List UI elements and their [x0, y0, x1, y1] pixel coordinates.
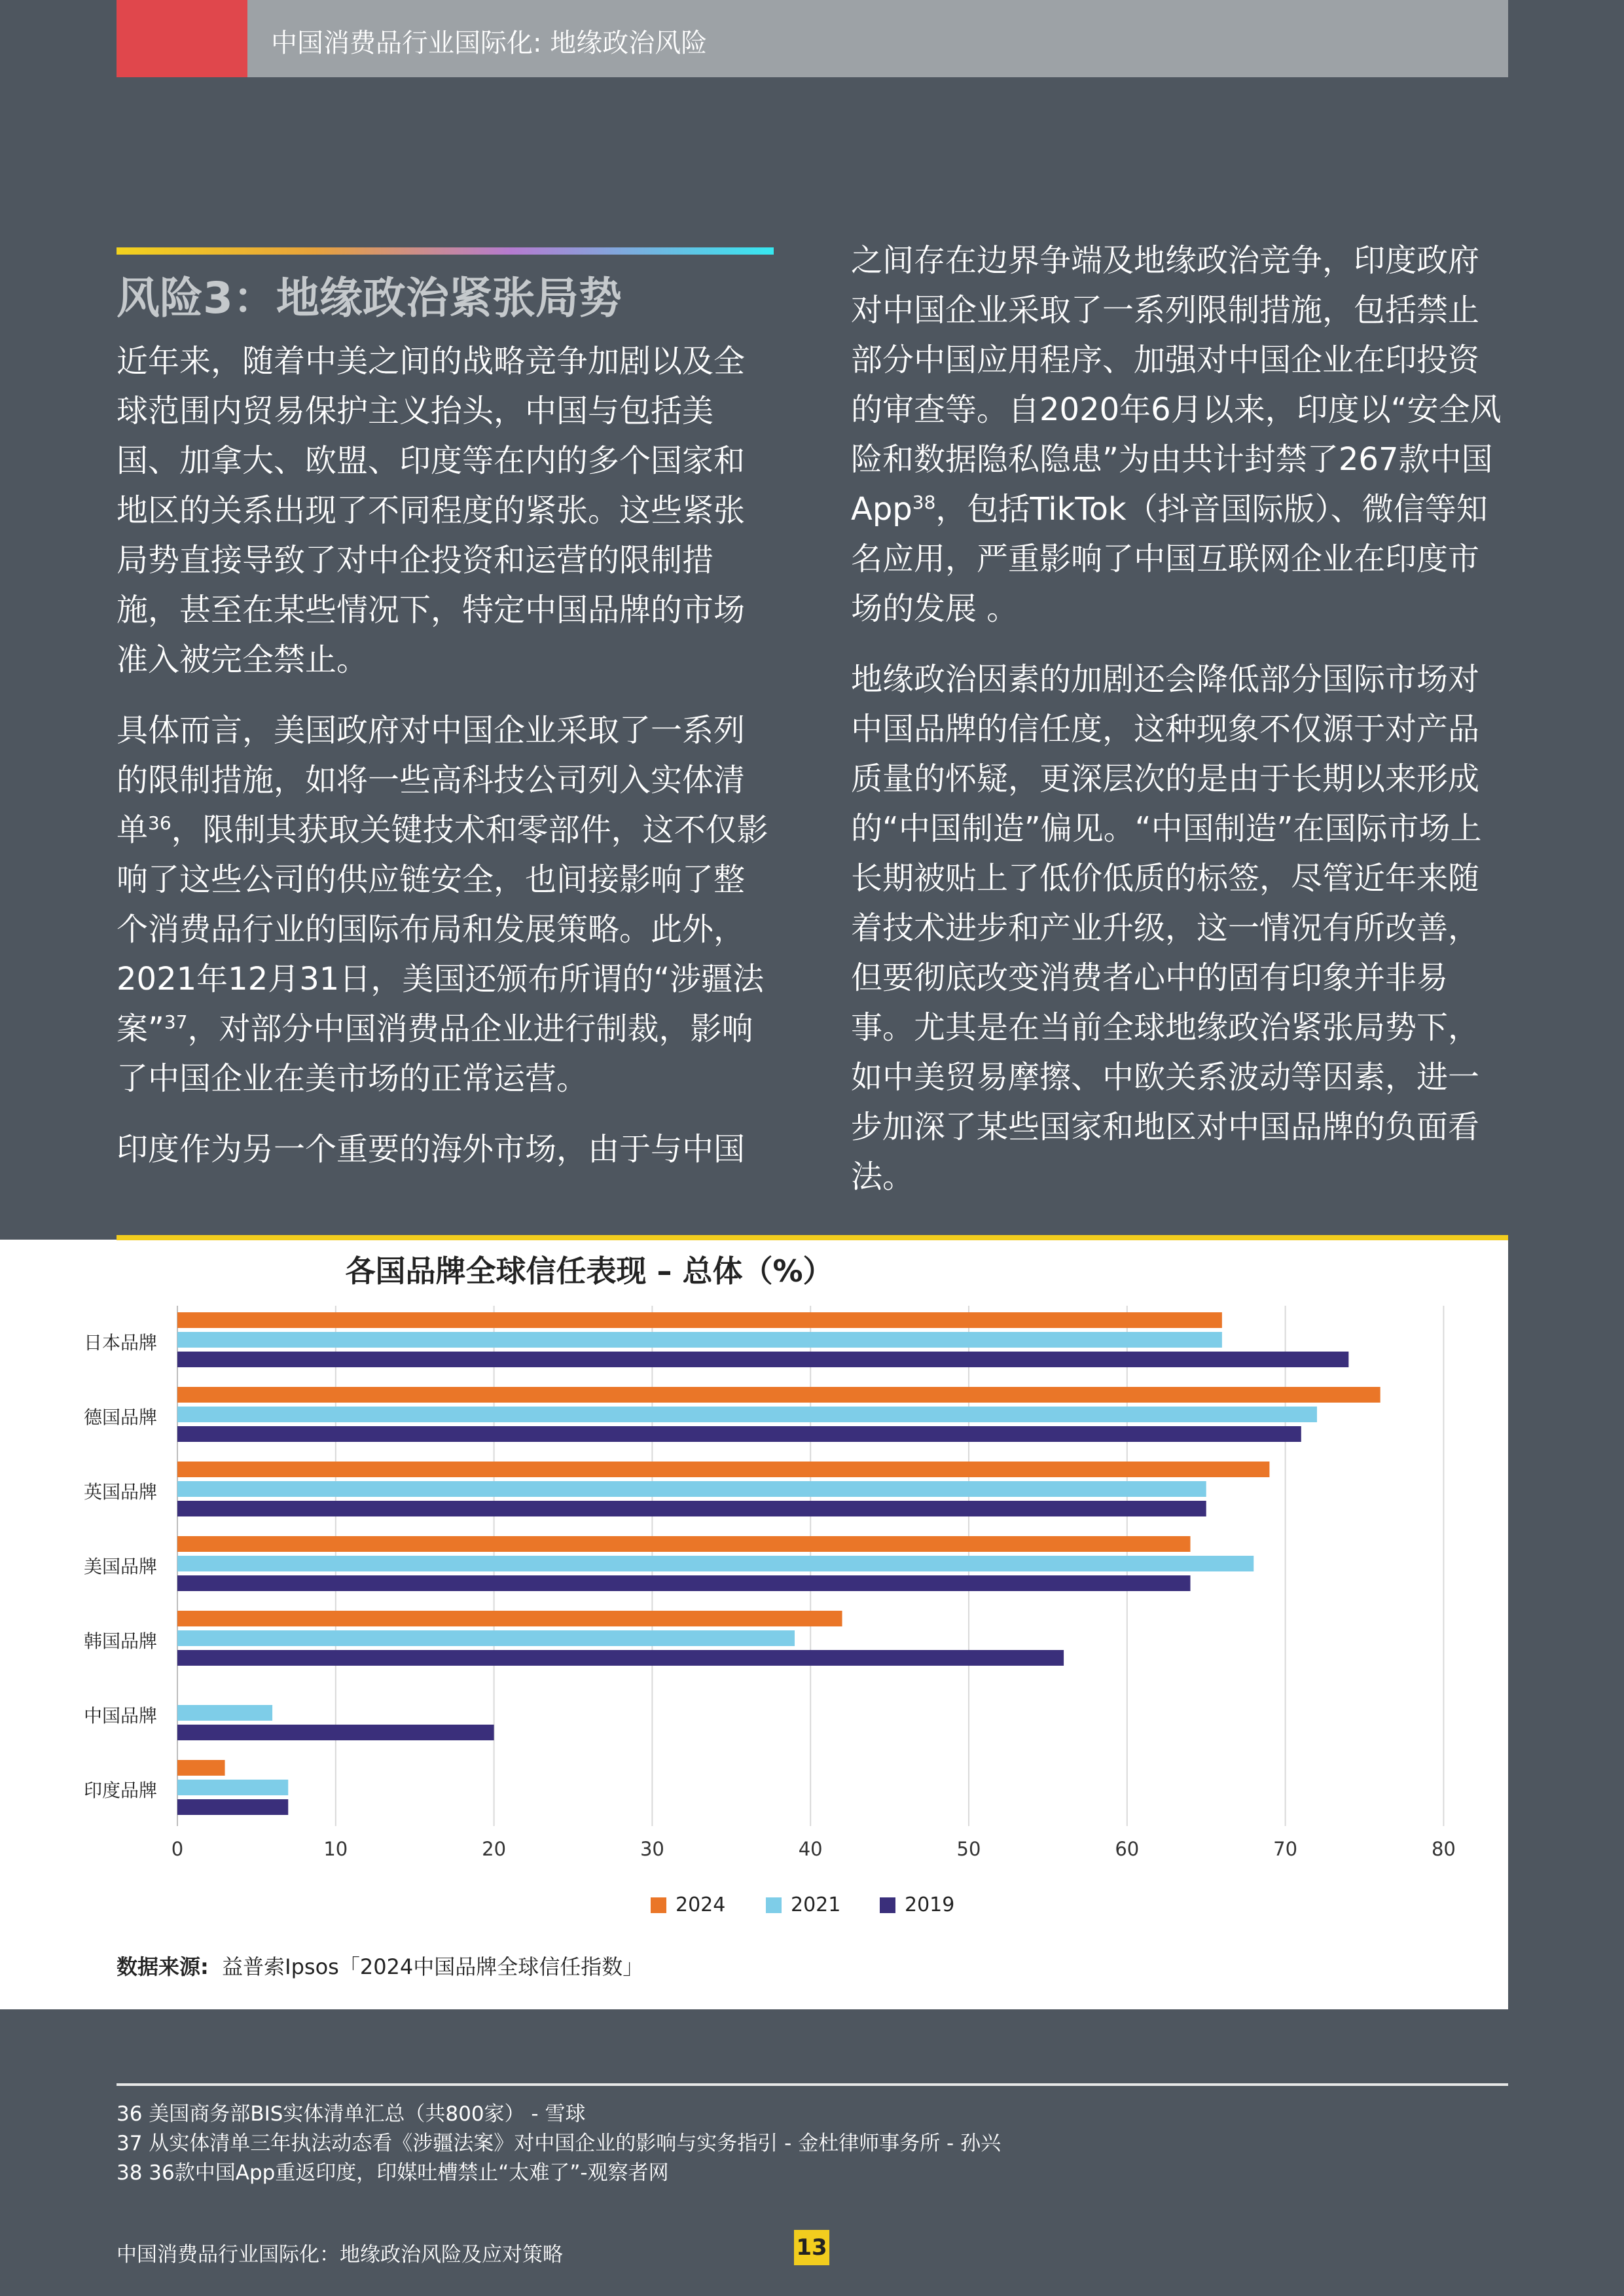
left-paragraph-1: 近年来，随着中美之间的战略竞争加剧以及全球范围内贸易保护主义抬头，中国与包括美国、加拿大、欧盟、印度等在内的多个国家和地区的关系出现了不同程度的紧张。这些紧张局势直接导致了对中企投资和运营的限制措施，甚至在某些情况下，特定中国品牌的市场准入被完全禁止。 [117, 343, 746, 678]
left-paragraph-2-c: ，对部分中国消费品企业进行制裁，影响了中国企业在美市场的正常运营。 [117, 1011, 753, 1097]
right-paragraph-1-a: 之间存在边界争端及地缘政治竞争，印度政府对中国企业采取了一系列限制措施，包括禁止部分中国应用程序、加强对中国企业在印投资的审查等。自2020年6月以来，印度以“安全风险和数据隐私隐患”为由共计封禁了267款中国App [851, 242, 1502, 528]
section-accent-line [117, 247, 774, 255]
category-label-4: 韩国品牌 [83, 1630, 157, 1652]
x-tick-10: 10 [323, 1838, 348, 1860]
header-title: 中国消费品行业国际化: 地缘政治风险 [271, 28, 708, 58]
x-tick-70: 70 [1273, 1838, 1298, 1860]
source-label: 数据来源: [117, 1954, 209, 1979]
legend-item-2019 [880, 1893, 954, 1916]
legend-swatch-2024 [651, 1897, 666, 1913]
chart-source [117, 1950, 643, 1981]
chart-panel [0, 1240, 1508, 2009]
legend-swatch-2019 [880, 1897, 895, 1913]
footnote-divider [117, 2083, 1508, 2086]
footnote-ref-38: 38 [912, 492, 936, 513]
legend-item-2021 [766, 1893, 840, 1916]
footnote-36: 36 美国商务部BIS实体清单汇总（共800家） - 雪球 [117, 2102, 586, 2126]
x-tick-0: 0 [171, 1838, 184, 1860]
legend-label-2019: 2019 [905, 1893, 955, 1916]
footnote-ref-36: 36 [148, 812, 171, 834]
legend-label-2024: 2024 [676, 1893, 726, 1916]
source-text: 益普索Ipsos「2024中国品牌全球信任指数」 [222, 1954, 644, 1979]
right-paragraph-2: 地缘政治因素的加剧还会降低部分国际市场对中国品牌的信任度，这种现象不仅源于对产品质量的怀疑，更深层次的是由于长期以来形成的“中国制造”偏见。“中国制造”在国际市场上长期被贴上了低价低质的标签，尽管近年来随着技术进步和产业升级，这一情况有所改善，但要彻底改变消费者心中的固有印象并非易事。尤其是在当前全球地缘政治紧张局势下，如中美贸易摩擦、中欧关系波动等因素，进一步加深了某些国家和地区对中国品牌的负面看法。 [851, 661, 1482, 1195]
category-label-5: 中国品牌 [83, 1705, 157, 1727]
x-tick-30: 30 [640, 1838, 664, 1860]
right-column [851, 236, 1508, 1223]
category-label-3: 美国品牌 [83, 1556, 157, 1577]
left-paragraph-2-a: 具体而言，美国政府对中国企业采取了一系列的限制措施，如将一些高科技公司列入实体清单 [117, 712, 746, 848]
left-paragraph-2 [117, 706, 774, 1103]
chart-title: 各国品牌全球信任表现 – 总体（%） [345, 1253, 833, 1289]
x-tick-50: 50 [956, 1838, 981, 1860]
left-paragraph-3: 印度作为另一个重要的海外市场，由于与中国 [117, 1131, 746, 1168]
header-accent-block [117, 0, 247, 77]
header-bar [117, 0, 1508, 77]
right-paragraph-1-b: ，包括TikTok（抖音国际版）、微信等知名应用，严重影响了中国互联网企业在印度市场的发展 。 [851, 491, 1488, 627]
legend-item-2024 [651, 1893, 725, 1916]
x-tick-40: 40 [798, 1838, 823, 1860]
footnote-ref-37: 37 [164, 1011, 188, 1033]
chart-panel-top-line [117, 1235, 1508, 1240]
left-paragraph-2-b: ，限制其获取关键技术和零部件，这不仅影响了这些公司的供应链安全，也间接影响了整个消费品行业的国际布局和发展策略。此外，2021年12月31日，美国还颁布所谓的“涉疆法案” [117, 812, 768, 1047]
footer-title: 中国消费品行业国际化：地缘政治风险及应对策略 [117, 2243, 563, 2267]
category-label-2: 英国品牌 [83, 1481, 157, 1503]
footnote-37: 37 从实体清单三年执法动态看《涉疆法案》对中国企业的影响与实务指引 - 金杜律师事务所 - 孙兴 [117, 2132, 1001, 2155]
footnote-38: 38 36款中国App重返印度，印媒吐槽禁止“太难了”-观察者网 [117, 2161, 669, 2185]
legend-label-2021: 2021 [791, 1893, 841, 1916]
legend-swatch-2021 [766, 1897, 782, 1913]
section-heading: 风险3：地缘政治紧张局势 [117, 273, 622, 323]
x-tick-80: 80 [1431, 1838, 1456, 1860]
category-label-0: 日本品牌 [83, 1332, 157, 1354]
x-tick-20: 20 [482, 1838, 507, 1860]
x-tick-60: 60 [1115, 1838, 1140, 1860]
category-label-6: 印度品牌 [83, 1780, 157, 1801]
page-number: 13 [794, 2230, 829, 2265]
left-column [117, 336, 774, 1195]
category-label-1: 德国品牌 [83, 1407, 157, 1428]
right-paragraph-1 [851, 236, 1508, 634]
